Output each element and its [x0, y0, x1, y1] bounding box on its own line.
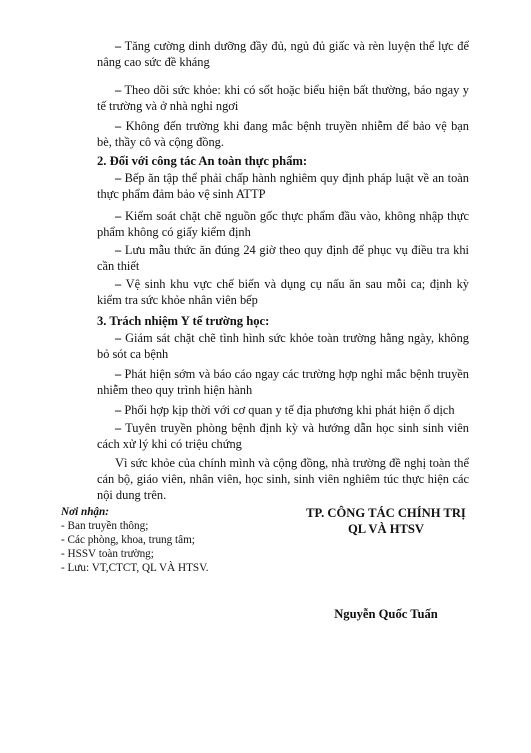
item-text: Lưu mẫu thức ăn đúng 24 giờ theo quy định để phục vụ điều tra khi cần thiết	[97, 243, 469, 273]
signature-title-line1: TP. CÔNG TÁC CHÍNH TRỊ	[306, 506, 466, 520]
closing-paragraph: Vì sức khỏe của chính mình và cộng đồng, nhà trường đề nghị toàn thể cán bộ, giáo viên, nhân viên, học sinh, sinh viên nghiêm túc thực hiện các nội dung trên.	[97, 456, 469, 502]
list-item	[97, 170, 469, 202]
item-text: Theo dõi sức khỏe: khi có sốt hoặc biểu hiện bất thường, báo ngay y tế trường và ở nhà nghỉ ngơi	[97, 83, 469, 113]
item-text: Bếp ăn tập thể phải chấp hành nghiêm quy định pháp luật về an toàn thực phẩm đảm bảo vệ sinh ATTP	[97, 171, 469, 201]
item-text: Kiểm soát chặt chẽ nguồn gốc thực phẩm đầu vào, không nhập thực phẩm không có giấy kiểm định	[97, 209, 469, 239]
list-item	[97, 242, 469, 274]
list-item	[97, 276, 469, 308]
item-text: Tăng cường dinh dưỡng đầy đủ, ngủ đủ giấc và rèn luyện thể lực để nâng cao sức đề kháng	[97, 39, 469, 69]
dash-marker: –	[115, 403, 122, 417]
signature-title-line2: QL VÀ HTSV	[347, 522, 425, 536]
dash-marker: –	[115, 209, 122, 223]
recipient-item: - Các phòng, khoa, trung tâm;	[61, 534, 195, 546]
section-heading-school-health: 3. Trách nhiệm Y tế trường học:	[97, 314, 270, 328]
recipients-block	[61, 505, 281, 575]
dash-marker: –	[115, 367, 122, 381]
dash-marker: –	[115, 331, 122, 345]
recipient-item: - HSSV toàn trường;	[61, 548, 154, 560]
item-text: Giám sát chặt chẽ tình hình sức khỏe toàn trường hằng ngày, không bỏ sót ca bệnh	[97, 331, 469, 361]
recipient-item: - Ban truyền thông;	[61, 520, 149, 532]
section-heading-food-safety: 2. Đối với công tác An toàn thực phẩm:	[97, 154, 308, 168]
list-item	[97, 330, 469, 362]
list-item	[97, 420, 469, 452]
dash-marker: –	[115, 39, 122, 53]
signature-title	[283, 505, 489, 537]
item-text: Phát hiện sớm và báo cáo ngay các trường hợp nghỉ mắc bệnh truyền nhiễm theo quy trình hiện hành	[97, 367, 469, 397]
dash-marker: –	[115, 171, 122, 185]
list-item	[97, 402, 469, 418]
list-item	[97, 82, 469, 114]
dash-marker: –	[115, 421, 122, 435]
list-item	[97, 38, 469, 70]
recipients-title: Nơi nhận:	[61, 506, 109, 518]
signer-name: Nguyễn Quốc Tuấn	[334, 607, 438, 621]
list-item	[97, 208, 469, 240]
recipient-item: - Lưu: VT,CTCT, QL VÀ HTSV.	[61, 562, 209, 574]
dash-marker: –	[115, 243, 122, 257]
list-item	[97, 366, 469, 398]
item-text: Phối hợp kịp thời với cơ quan y tế địa phương khi phát hiện ổ dịch	[124, 403, 455, 417]
list-item	[97, 118, 469, 150]
dash-marker: –	[115, 119, 122, 133]
item-text: Vệ sinh khu vực chế biến và dụng cụ nấu ăn sau mỗi ca; định kỳ kiểm tra sức khỏe nhân viên bếp	[97, 277, 469, 307]
item-text: Không đến trường khi đang mắc bệnh truyền nhiễm để bảo vệ bạn bè, thầy cô và cộng đồng.	[97, 119, 469, 149]
item-text: Tuyên truyền phòng bệnh định kỳ và hướng dẫn học sinh sinh viên cách xử lý khi có triệu chứng	[97, 421, 469, 451]
dash-marker: –	[115, 277, 122, 291]
dash-marker: –	[115, 83, 122, 97]
